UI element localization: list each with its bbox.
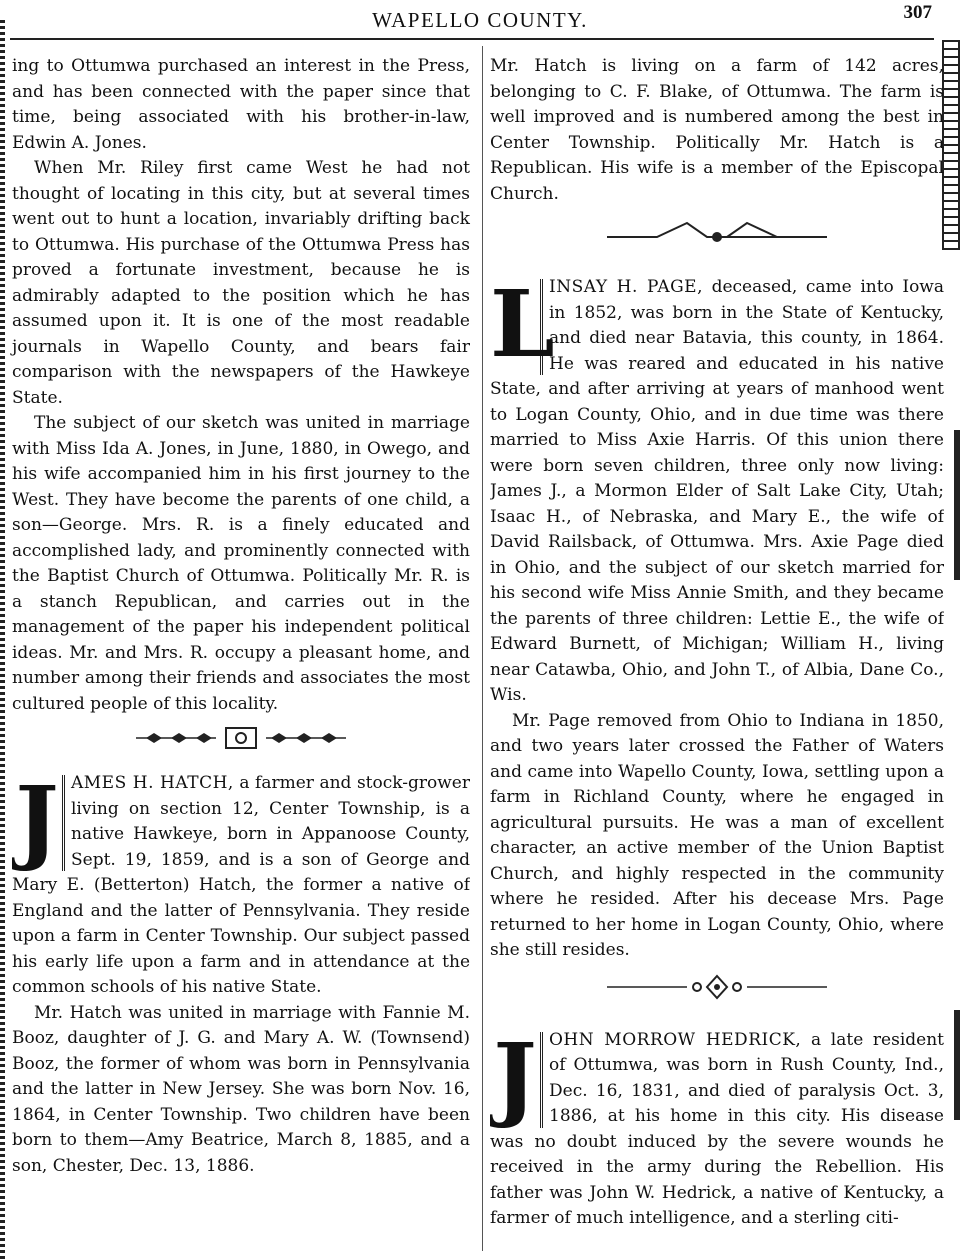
biography-name: OHN MORROW HEDRICK, (549, 1029, 802, 1050)
paragraph: Mr. Hatch was united in marriage with Fannie M. Booz, daughter of J. G. and Mary A. W. (Townsend) Booz, the former of whom was born in Pennsylvania and the latter in New Jersey. She was born Nov. 16, 1864, in Center Township. Two children have been born to them—Amy Beatrice, March 8, 1885, and a son, Chester, Dec. 13, 1886. (12, 1002, 470, 1176)
biography-hatch (12, 771, 470, 1001)
biography-name: AMES H. HATCH, (71, 773, 234, 793)
header-rule (10, 38, 934, 40)
biography-page (490, 275, 944, 709)
left-column (12, 54, 470, 1179)
paragraph: deceased, came into Iowa in 1852, was born in the State of Kentucky, and died near Batavia, this county, in 1864. He was reared and educated in his native State, and after arriving at years of manhood went to Logan County, Ohio, and in due time was there married to Miss Axie Harris. Of this union there were born seven children, three only now living: James J., a Mormon Elder of Salt Lake City, Utah; Isaac H., of Nebraska, and Mary E., the wife of David Railsback, of Ottumwa. Mrs. Axie Page died in Ohio, and the subject of our sketch married for his second wife Miss Annie Smith, and they became the parents of three children: Lettie E., the wife of Edward Burnett, of Michigan; William H., living near Catawba, Ohio, and John T., of Albia, Dane Co., Wis. (490, 277, 944, 705)
running-head: WAPELLO COUNTY. (372, 8, 588, 32)
margin-ornament (942, 40, 960, 250)
section-ornament (126, 725, 356, 751)
biography-hedrick (490, 1028, 944, 1232)
paragraph: Mr. Page removed from Ohio to Indiana in 1850, and two years later crossed the Father of Waters and came into Wapello County, Iowa, settling upon a farm in Richland County, where he engaged in agricultural pursuits. He was a man of excellent character, an active member of the Union Baptist Church, and highly respected in the community where he resided. After his decease Mrs. Page returned to her home in Logan County, Ohio, where she still resides. (490, 710, 944, 960)
paragraph: ing to Ottumwa purchased an interest in the Press, and has been connected with the paper since that time, being associated with his brother-in-law, Edwin A. Jones. (12, 56, 470, 153)
paragraph: The subject of our sketch was united in marriage with Miss Ida A. Jones, in June, 1880, in Owego, and his wife accompanied him in his first journey to the West. They have become the parents of one child, a son—George. Mrs. R. is a finely educated and accomplished lady, and prominently connected with the Baptist Church of Ottumwa. Politically Mr. R. is a stanch Republican, and carries out in the management of the paper his independent political ideas. Mr. and Mrs. R. occupy a pleasant home, and number among their friends and associates the most cultured people of this locality. (12, 413, 470, 714)
paragraph: a late resident of Ottumwa, was born in Rush County, Ind., Dec. 16, 1831, and died of paralysis Oct. 3, 1886, at his home in this city. His disease was no doubt induced by the severe wounds he received in the army during the Rebellion. His father was John W. Hedrick, a native of Kentucky, a farmer of much intelligence, and a sterling citi- (490, 1029, 944, 1228)
page-edge-left (0, 20, 5, 1260)
drop-cap: L (490, 275, 555, 378)
drop-cap: J (12, 775, 65, 871)
right-column (490, 54, 944, 1232)
column-divider (482, 46, 483, 1251)
drop-cap: J (490, 1032, 543, 1128)
section-ornament (597, 215, 837, 249)
section-ornament (597, 972, 837, 1002)
page-number: 307 (903, 2, 932, 23)
paragraph: When Mr. Riley first came West he had not thought of locating in this city, but at several times went out to hunt a location, invariably drifting back to Ottumwa. His purchase of the Ottumwa Press has proved a fortunate investment, because he is admirably adapted to the position which he has assumed upon it. It is one of the most readable journals in Wapello County, and bears fair comparison with the newspapers of the Hawkeye State. (12, 158, 470, 408)
biography-name: INSAY H. PAGE, (549, 277, 703, 297)
margin-bar (954, 430, 960, 580)
margin-bar (954, 1010, 960, 1120)
paragraph: a farmer and stock-grower living on section 12, Center Township, is a native Hawkeye, born in Appanoose County, Sept. 19, 1859, and is a son of George and Mary E. (Betterton) Hatch, the former a native of England and the latter of Pennsylvania. They reside upon a farm in Center Township. Our subject passed his early life upon a farm and in attendance at the common schools of his native State. (12, 773, 470, 997)
paragraph: Mr. Hatch is living on a farm of 142 acres, belonging to C. F. Blake, of Ottumwa. The farm is well improved and is numbered among the best in Center Township. Politically Mr. Hatch is a Republican. His wife is a member of the Episcopal Church. (490, 56, 944, 204)
